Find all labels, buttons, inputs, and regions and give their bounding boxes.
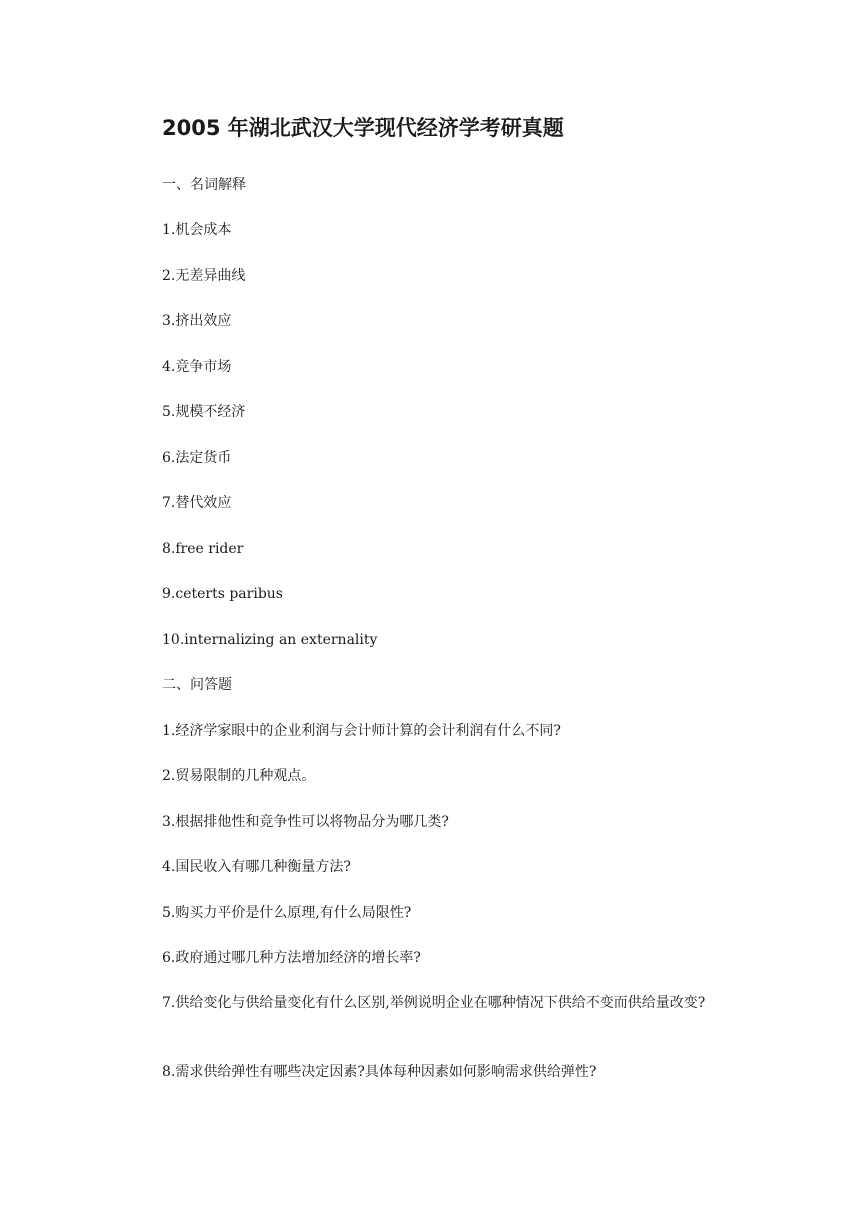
question-item: 7.供给变化与供给量变化有什么区别,举例说明企业在哪种情况下供给不变而供给量改变? — [162, 995, 706, 1011]
document-title: 2005 年湖北武汉大学现代经济学考研真题 — [162, 116, 564, 140]
question-item: 5.购买力平价是什么原理,有什么局限性? — [162, 905, 412, 921]
term-item: 10.internalizing an externality — [162, 632, 378, 648]
question-item: 1.经济学家眼中的企业利润与会计师计算的会计利润有什么不同? — [162, 723, 561, 739]
question-item: 4.国民收入有哪几种衡量方法? — [162, 859, 351, 875]
term-item: 5.规模不经济 — [162, 404, 246, 420]
term-item: 2.无差异曲线 — [162, 268, 246, 284]
term-item: 9.ceterts paribus — [162, 586, 283, 602]
term-item: 1.机会成本 — [162, 222, 232, 238]
term-item: 7.替代效应 — [162, 495, 232, 511]
question-item: 6.政府通过哪几种方法增加经济的增长率? — [162, 950, 421, 966]
question-item: 8.需求供给弹性有哪些决定因素?具体每种因素如何影响需求供给弹性? — [162, 1064, 597, 1080]
term-item: 6.法定货币 — [162, 450, 232, 466]
term-item: 3.挤出效应 — [162, 313, 232, 329]
question-item: 2.贸易限制的几种观点。 — [162, 768, 316, 784]
section-heading-questions: 二、问答题 — [162, 677, 232, 693]
section-heading-terms: 一、名词解释 — [162, 177, 246, 193]
term-item: 8.free rider — [162, 541, 244, 557]
term-item: 4.竞争市场 — [162, 359, 232, 375]
question-item: 3.根据排他性和竞争性可以将物品分为哪几类? — [162, 814, 449, 830]
